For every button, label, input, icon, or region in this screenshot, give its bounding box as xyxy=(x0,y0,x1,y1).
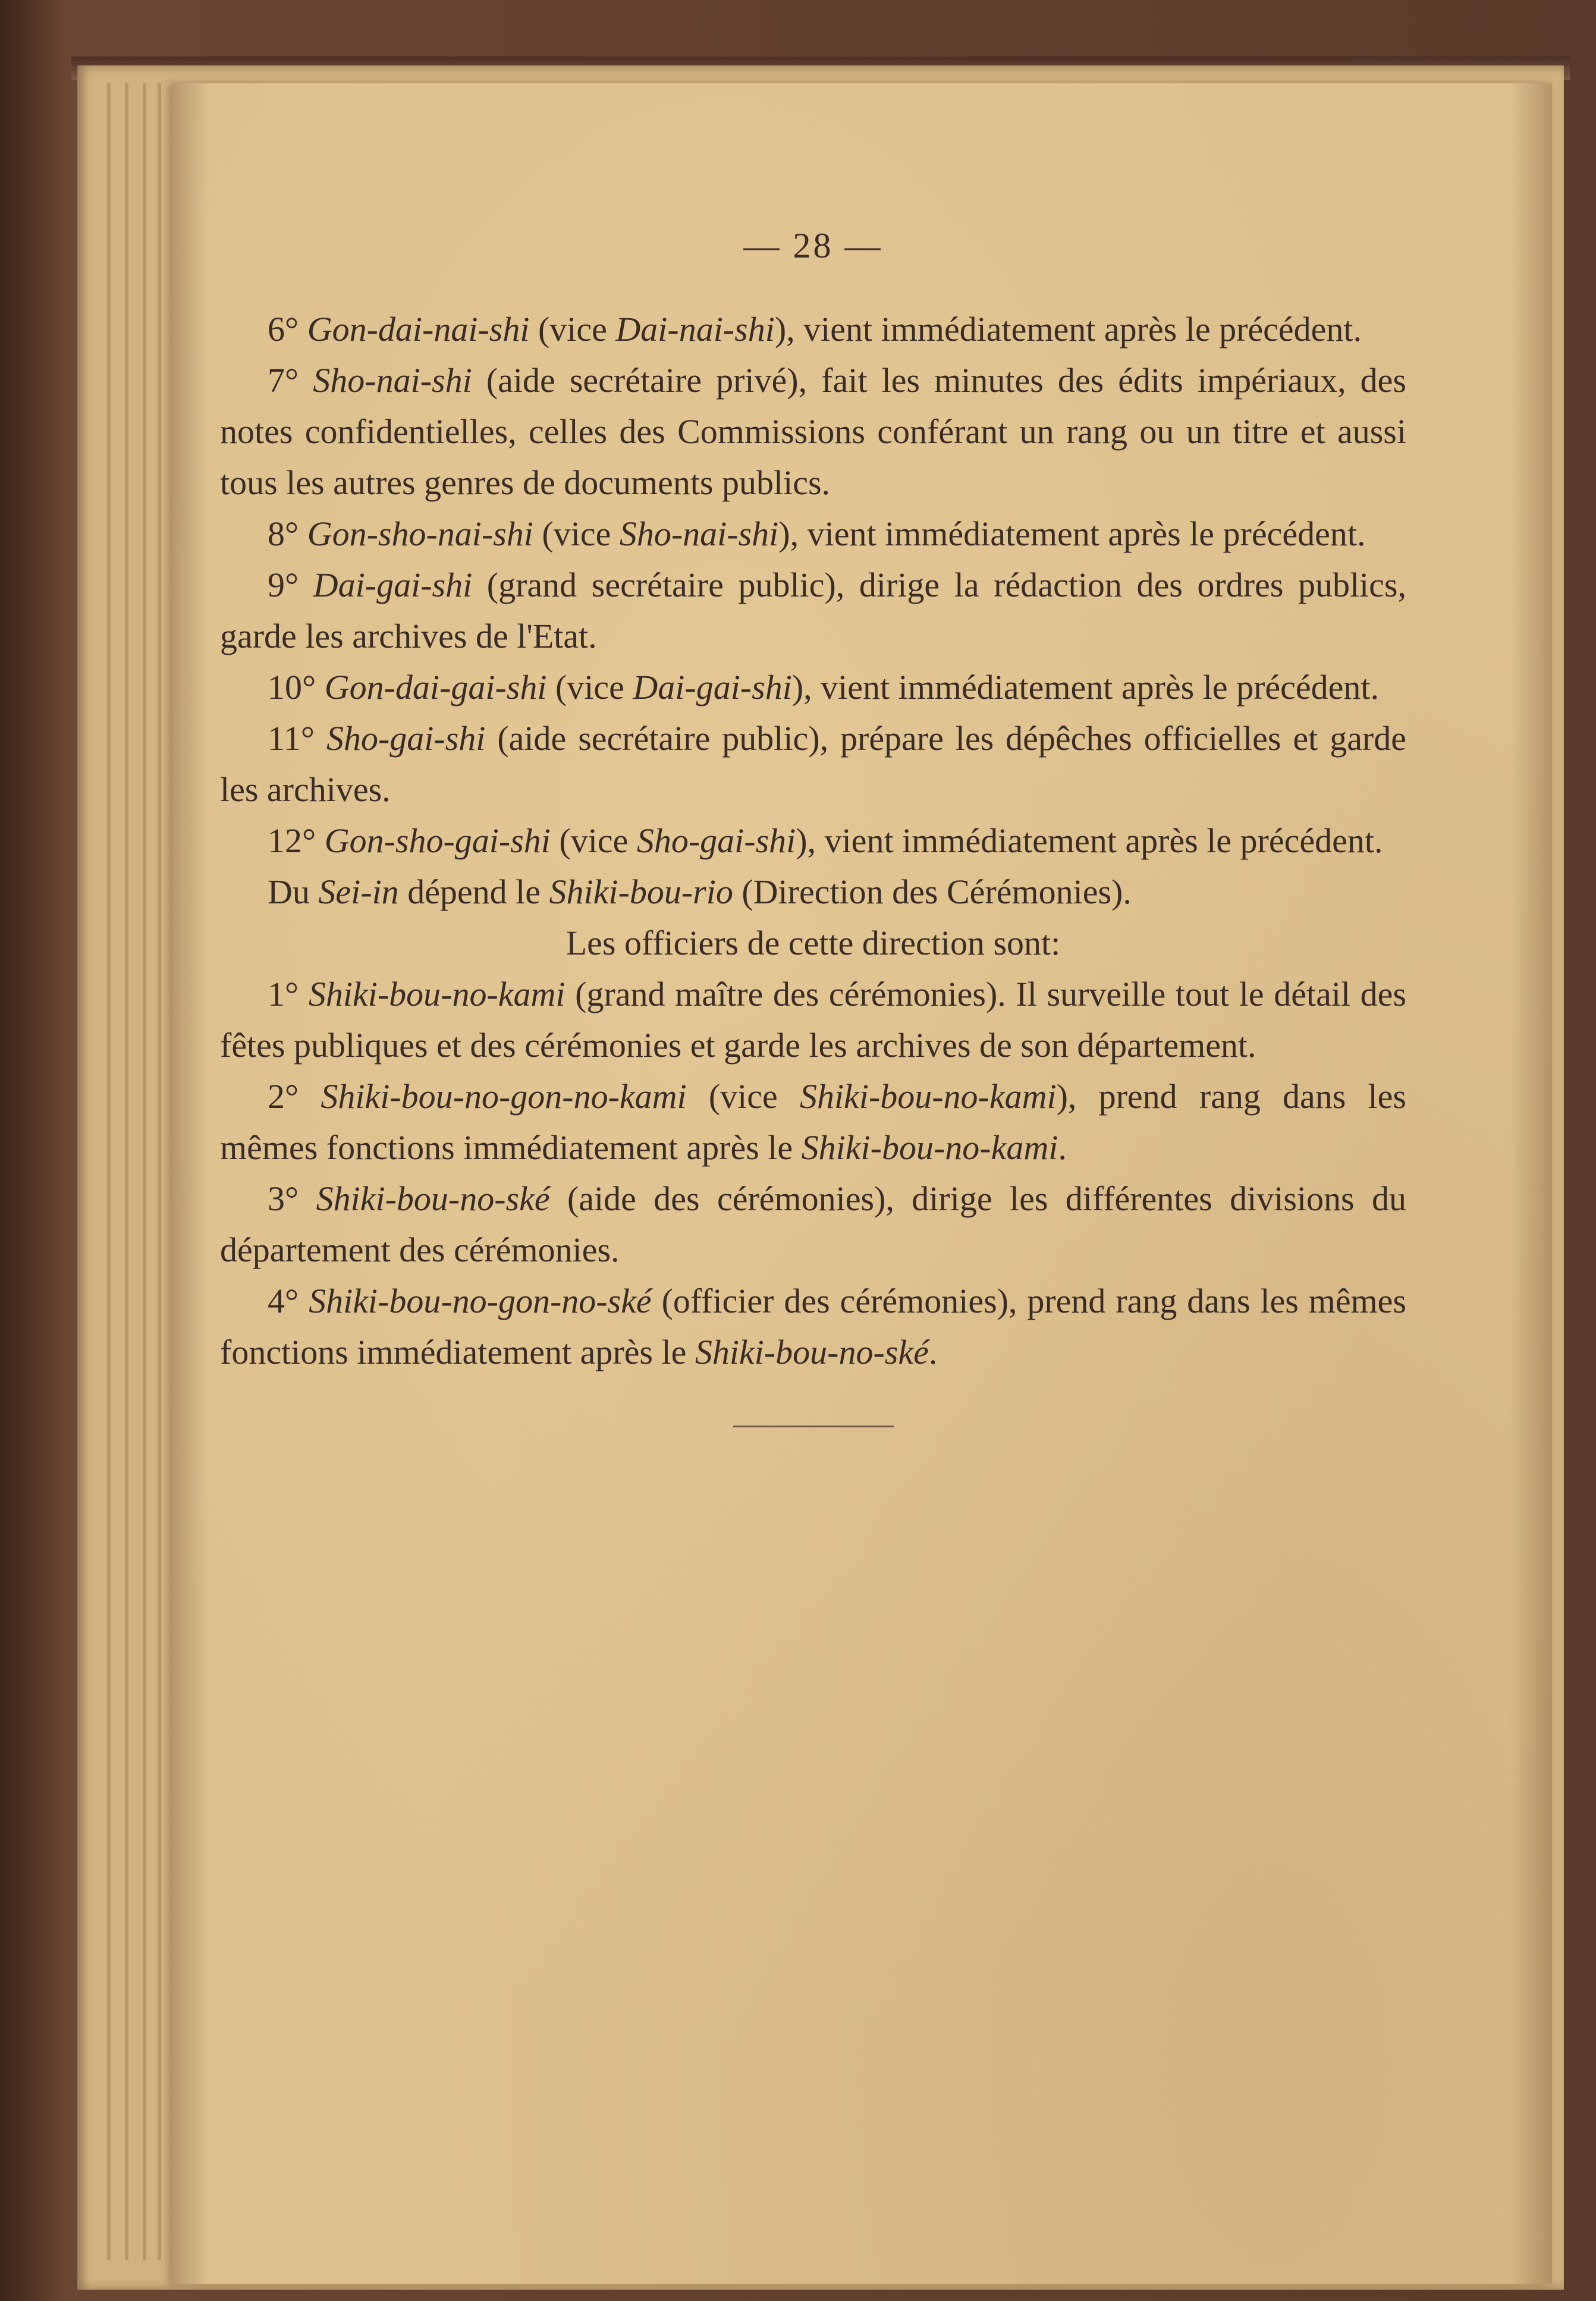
text-segment: 10° xyxy=(268,668,325,707)
paragraph-list xyxy=(220,304,1406,1378)
italic-term: Shiki-bou-no-kami xyxy=(801,1128,1058,1167)
italic-term: Gon-sho-nai-shi xyxy=(307,514,533,553)
italic-term: Sei-in xyxy=(318,872,399,911)
text-segment: dépend le xyxy=(398,872,549,911)
end-rule xyxy=(733,1426,894,1427)
text-segment: (vice xyxy=(546,668,633,707)
text-segment: 11° xyxy=(268,719,326,758)
text-segment: Les officiers de cette direction sont: xyxy=(565,924,1061,962)
italic-term: Dai-gai-shi xyxy=(633,668,792,707)
text-segment: ), vient immédiatement après le précédent. xyxy=(791,668,1380,707)
text-segment: 1° xyxy=(268,975,309,1013)
italic-term: Gon-sho-gai-shi xyxy=(324,821,551,860)
italic-term: Gon-dai-nai-shi xyxy=(307,310,530,349)
text-segment: 8° xyxy=(268,514,307,553)
text-segment: ), vient immédiatement après le précédent. xyxy=(796,821,1383,860)
italic-term: Dai-nai-shi xyxy=(615,310,775,349)
paragraph xyxy=(220,1276,1406,1378)
text-segment: 3° xyxy=(268,1179,316,1218)
paragraph xyxy=(220,867,1406,918)
italic-term: Sho-gai-shi xyxy=(636,821,796,860)
italic-term: Shiki-bou-no-kami xyxy=(308,975,565,1013)
paragraph xyxy=(220,355,1406,508)
text-segment: ), vient immédiatement après le précédent. xyxy=(778,514,1366,553)
page-edge xyxy=(125,83,128,2260)
paragraph xyxy=(220,815,1406,867)
section-intro xyxy=(220,918,1406,969)
text-segment: (Direction des Cérémonies). xyxy=(733,872,1132,911)
italic-term: Shiki-bou-rio xyxy=(549,872,733,911)
italic-term: Gon-dai-gai-shi xyxy=(324,668,547,707)
italic-term: Shiki-bou-no-gon-no-ské xyxy=(309,1282,652,1320)
italic-term: Sho-gai-shi xyxy=(326,719,486,758)
italic-term: Sho-nai-shi xyxy=(619,514,779,553)
text-segment: (aide des cérémonies), dirige les différentes divisions du département des cérémonies. xyxy=(220,1179,1406,1269)
text-segment: (vice xyxy=(533,514,620,553)
page-edge xyxy=(143,83,146,2260)
page-edge xyxy=(158,83,161,2260)
page-edge xyxy=(107,83,111,2260)
page-number: — 28 — xyxy=(743,226,883,265)
page-text xyxy=(220,220,1406,1427)
text-segment: ), vient immédiatement après le précédent. xyxy=(774,310,1362,349)
text-segment: (grand maître des cérémonies). Il surveille tout le détail des fêtes publiques et des cérémonies et garde les archives de son département. xyxy=(220,975,1406,1065)
text-segment: (vice xyxy=(686,1077,800,1116)
italic-term: Dai-gai-shi xyxy=(313,566,473,604)
page-right-edge xyxy=(1510,83,1552,2284)
italic-term: Shiki-bou-no-kami xyxy=(799,1077,1057,1116)
text-segment: (officier des cérémonies), prend rang dans les mêmes fonctions immédiatement après le xyxy=(220,1282,1406,1371)
text-segment: 7° xyxy=(268,361,313,400)
italic-term: Shiki-bou-no-ské xyxy=(695,1333,929,1371)
text-segment: (aide secrétaire privé), fait les minutes des édits impériaux, des notes confidentielles, celles des Commissions conférant un rang ou un titre et aussi tous les autres genres de documents publics. xyxy=(220,361,1406,502)
paragraph xyxy=(220,1173,1406,1276)
text-segment: 12° xyxy=(268,821,325,860)
italic-term: Sho-nai-shi xyxy=(313,361,472,400)
text-segment: 2° xyxy=(268,1077,321,1116)
text-segment: ), prend rang dans les mêmes fonctions immédiatement après le xyxy=(220,1077,1406,1167)
text-segment: 4° xyxy=(268,1282,309,1320)
paragraph xyxy=(220,969,1406,1071)
text-segment: . xyxy=(1058,1128,1067,1167)
text-segment: . xyxy=(928,1333,938,1371)
text-segment: (vice xyxy=(529,310,616,349)
text-segment: Du xyxy=(268,872,319,911)
italic-term: Shiki-bou-no-gon-no-kami xyxy=(321,1077,687,1116)
paragraph xyxy=(220,508,1406,560)
paragraph xyxy=(220,713,1406,815)
paragraph xyxy=(220,662,1406,713)
italic-term: Shiki-bou-no-ské xyxy=(316,1179,550,1218)
text-segment: (aide secrétaire public), prépare les dépêches officielles et garde les archives. xyxy=(220,719,1406,809)
paragraph xyxy=(220,560,1406,662)
text-segment: (vice xyxy=(550,821,637,860)
text-segment: 9° xyxy=(268,566,313,604)
paragraph xyxy=(220,1071,1406,1173)
text-segment: 6° xyxy=(268,310,307,349)
text-segment: (grand secrétaire public), dirige la rédaction des ordres publics, garde les archives de l'Etat. xyxy=(220,566,1406,655)
paragraph xyxy=(220,304,1406,355)
gutter-shadow xyxy=(172,83,208,2284)
